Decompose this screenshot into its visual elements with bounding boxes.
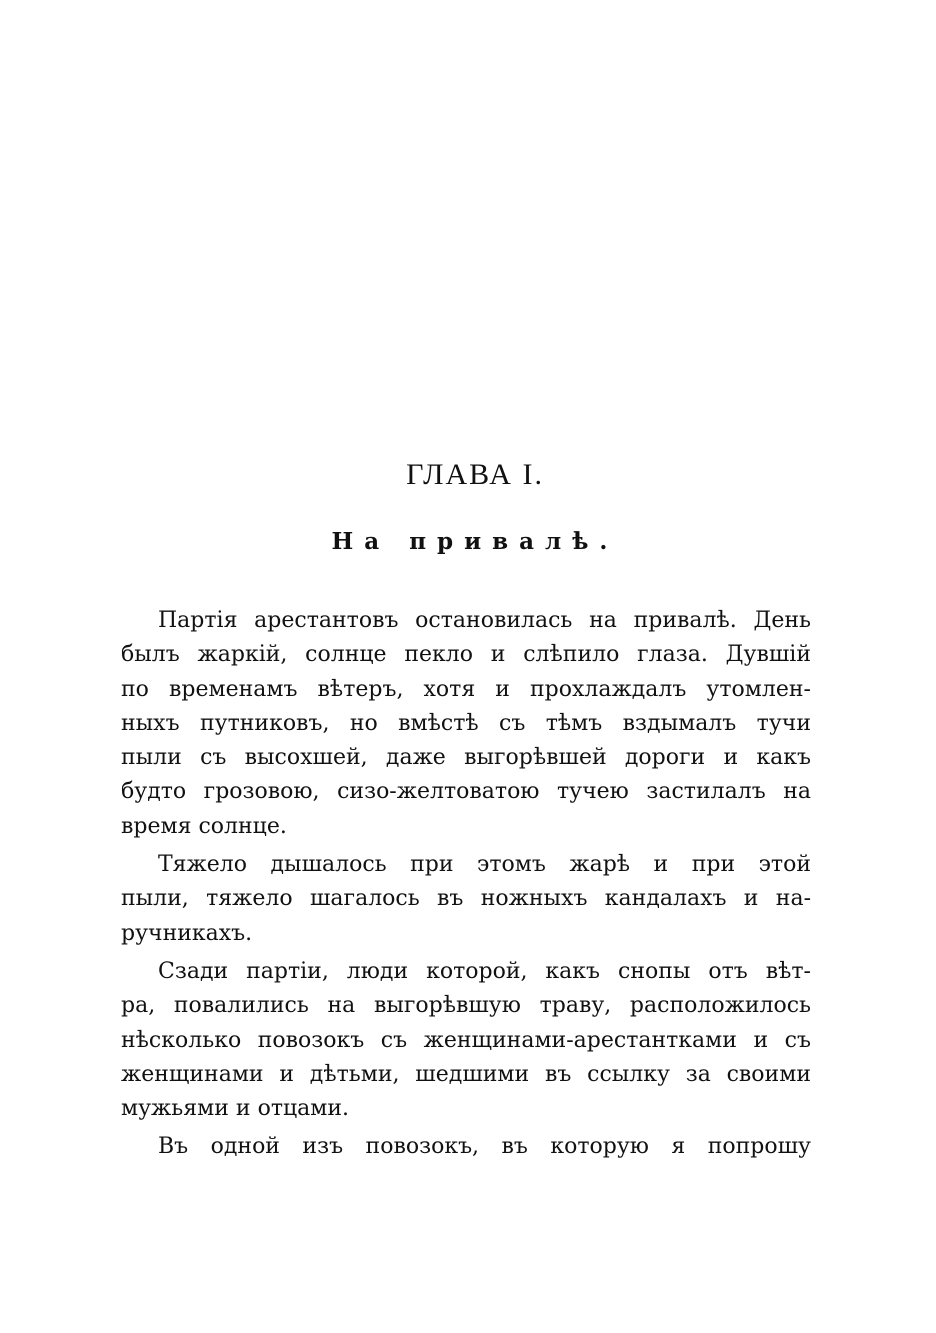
text-line: будто грозовою, сизо-желтоватою тучею застилалъ на [121, 779, 811, 805]
text-line: Тяжело дышалось при этомъ жарѣ и при этой [158, 852, 811, 878]
chapter-subtitle: На привалѣ. [331, 528, 619, 555]
text-line: пыли съ высохшей, даже выгорѣвшей дороги и какъ [121, 745, 811, 771]
text-line: Сзади партіи, люди которой, какъ снопы отъ вѣт- [158, 958, 811, 984]
text-line: пыли, тяжело шагалось въ ножныхъ кандалахъ и на- [121, 886, 811, 912]
text-line: нѣсколько повозокъ съ женщинами-арестантками и съ [121, 1027, 811, 1053]
text-line: по временамъ вѣтеръ, хотя и прохлаждалъ утомлен- [121, 676, 811, 702]
chapter-title: ГЛАВА I. [406, 458, 544, 491]
text-line: время солнце. [121, 813, 287, 839]
text-line: ра, повалились на выгорѣвшую траву, расположилось [121, 993, 811, 1019]
body-text [121, 604, 811, 1165]
text-line: Партія арестантовъ остановилась на привалѣ. День [158, 608, 811, 633]
text-line: мужьями и отцами. [121, 1096, 350, 1122]
text-line: ныхъ путниковъ, но вмѣстѣ съ тѣмъ вздымалъ тучи [121, 710, 811, 736]
text-line: ручникахъ. [121, 920, 253, 946]
text-line: былъ жаркій, солнце пекло и слѣпило глаза. Дувшій [121, 642, 811, 668]
text-line: женщинами и дѣтьми, шедшими въ ссылку за своими [121, 1061, 811, 1087]
text-line: Въ одной изъ повозокъ, въ которую я попрошу [158, 1134, 811, 1160]
